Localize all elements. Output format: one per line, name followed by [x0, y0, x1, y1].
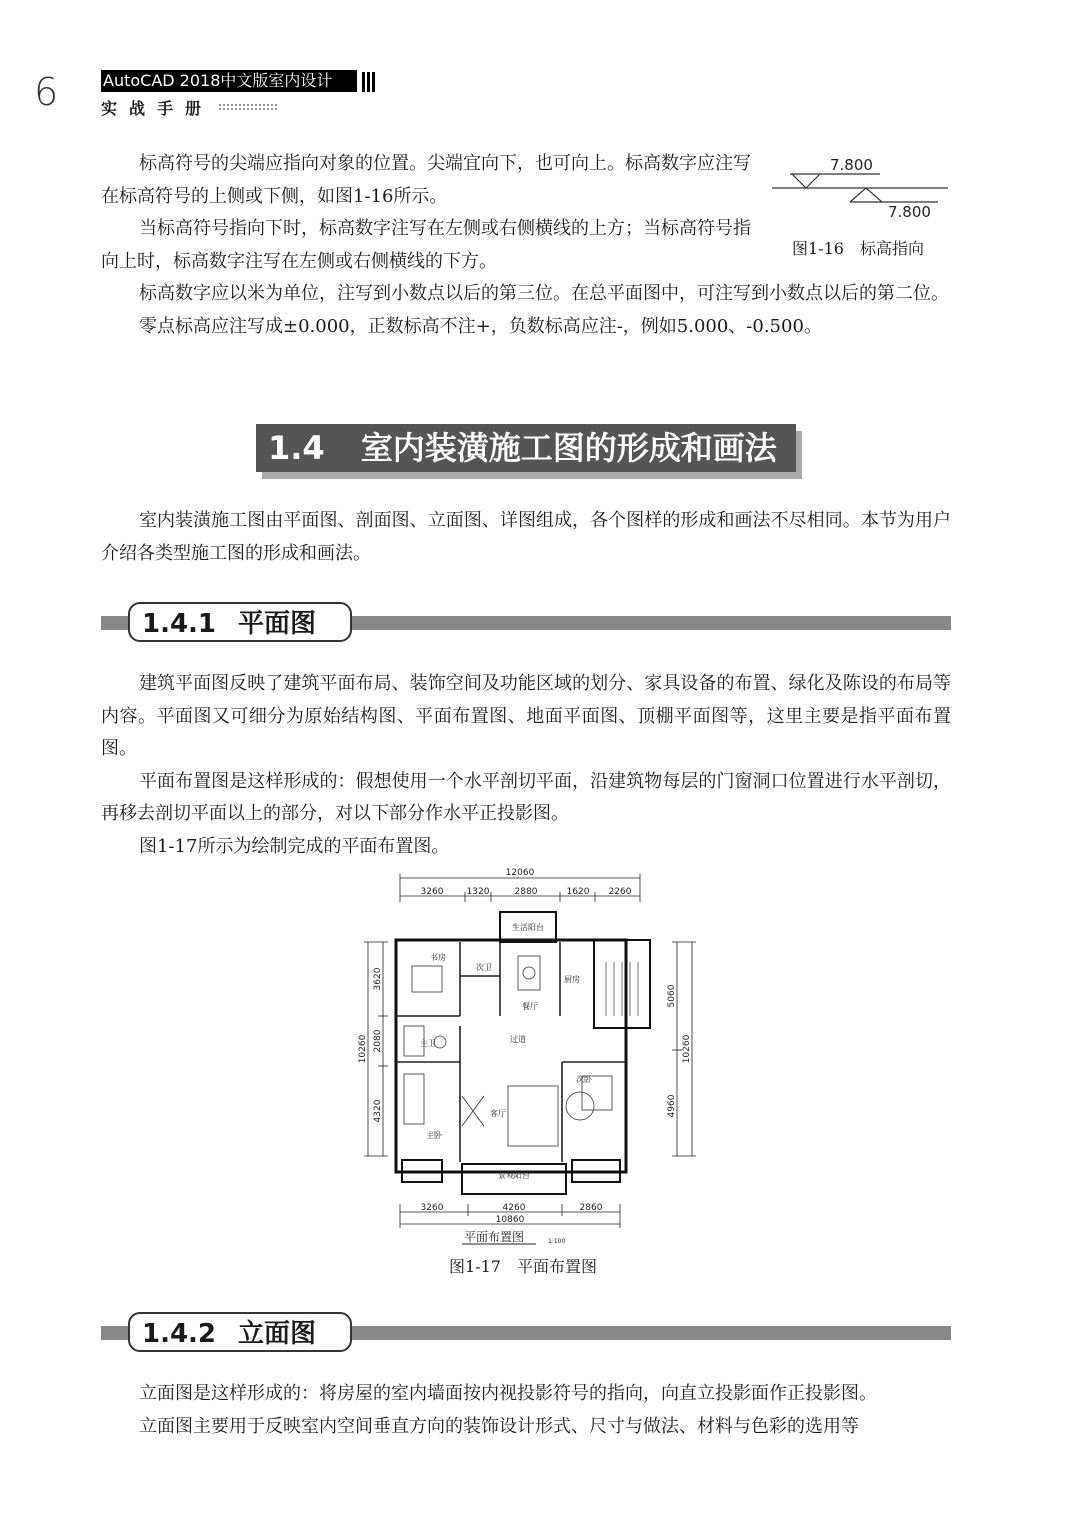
dim-left-2: 2080	[373, 1029, 383, 1053]
drawing-scale: 1:100	[548, 1238, 566, 1245]
intro-block-wide	[101, 278, 951, 343]
room-label-second-bedroom: 次卧	[576, 1075, 592, 1084]
room-label-dining: 餐厅	[522, 1002, 538, 1011]
room-label-kitchen: 厨房	[564, 975, 580, 984]
room-label-study: 书房	[430, 953, 446, 962]
room-label-second-bath: 次卫	[476, 963, 492, 972]
subsection-1-body	[101, 668, 951, 863]
subsection-2-body	[101, 1378, 951, 1443]
dim-right-1: 5060	[667, 984, 677, 1008]
section-heading	[256, 424, 796, 472]
elevation-symbol-diagram	[770, 152, 955, 232]
elevation-value-top: 7.800	[830, 156, 873, 174]
subsection-1-number: 1.4.1	[142, 609, 217, 639]
page-number: 6	[34, 70, 59, 114]
subsection-2-title: 立面图	[238, 1319, 317, 1349]
subsection-1-paragraph-1: 建筑平面图反映了建筑平面布局、装饰空间及功能区域的划分、家具设备的布置、绿化及陈设的布局等内容。平面图又可细分为原始结构图、平面布置图、地面平面图、顶棚平面图等，这里主要是指平面布置图。	[101, 673, 951, 759]
dim-bottom-total: 10860	[495, 1215, 525, 1225]
figure-1-16	[770, 152, 955, 262]
dim-bottom-2: 4260	[502, 1203, 526, 1213]
room-label-living: 客厅	[490, 1109, 506, 1118]
room-label-view-balcony: 景观阳台	[498, 1171, 530, 1180]
subsection-2-paragraph-1: 立面图是这样形成的：将房屋的室内墙面按内视投影符号的指向，向直立投影面作正投影图。	[139, 1383, 877, 1404]
intro-paragraph-3: 标高数字应以米为单位，注写到小数点以后的第三位。在总平面图中，可注写到小数点以后的第二位。	[139, 283, 949, 304]
dim-top-total: 12060	[505, 868, 535, 878]
subsection-1-heading	[128, 602, 352, 642]
figure-1-16-caption: 图1-16 标高指向	[792, 239, 924, 258]
dim-top-3: 2880	[514, 887, 538, 897]
subsection-1-paragraph-2: 平面布置图是这样形成的：假想使用一个水平剖切平面，沿建筑物每层的门窗洞口位置进行水平剖切，再移去剖切平面以上的部分，对以下部分作水平正投影图。	[101, 770, 951, 824]
drawing-title: 平面布置图	[464, 1230, 525, 1244]
subsection-2-heading	[128, 1312, 352, 1352]
section-number: 1.4	[268, 429, 325, 467]
header-dots-decoration	[218, 103, 278, 111]
room-label-service-balcony: 生活阳台	[512, 923, 544, 932]
floor-plan-drawing	[350, 866, 710, 1248]
intro-paragraph-4: 零点标高应注写成±0.000，正数标高不注+，负数标高应注-，例如5.000、-0.500。	[139, 315, 822, 337]
subsection-2-paragraph-2: 立面图主要用于反映室内空间垂直方向的装饰设计形式、尺寸与做法、材料与色彩的选用等	[139, 1415, 859, 1437]
dim-bottom-1: 3260	[420, 1203, 444, 1213]
figure-1-17-caption: 图1-17 平面布置图	[449, 1257, 597, 1276]
book-title: AutoCAD 2018中文版室内设计	[101, 70, 357, 92]
intro-paragraph-1: 标高符号的尖端应指向对象的位置。尖端宜向下，也可向上。标高数字应注写在标高符号的上侧或下侧，如图1-16所示。	[101, 153, 751, 207]
dim-right-2: 4960	[667, 1094, 677, 1118]
dim-left-1: 3620	[373, 967, 383, 991]
dim-top-1: 3260	[420, 887, 444, 897]
subsection-1-title: 平面图	[238, 609, 317, 639]
subsection-2-number: 1.4.2	[142, 1319, 217, 1349]
section-intro-paragraph: 室内装潢施工图由平面图、剖面图、立面图、详图组成，各个图样的形成和画法不尽相同。本节为用户介绍各类型施工图的形成和画法。	[101, 510, 951, 564]
book-subtitle: 实战手册	[101, 99, 214, 118]
section-title: 室内装潢施工图的形成和画法	[360, 429, 777, 467]
header-bars-decoration	[362, 72, 376, 92]
room-label-master-bedroom: 主卧	[426, 1131, 442, 1140]
elevation-value-bottom: 7.800	[888, 203, 931, 221]
room-label-corridor: 过道	[510, 1035, 526, 1044]
dim-right-total: 10260	[682, 1034, 692, 1064]
intro-paragraph-2: 当标高符号指向下时，标高数字注写在左侧或右侧横线的上方；当标高符号指向上时，标高数字注写在左侧或右侧横线的下方。	[101, 218, 751, 272]
dim-bottom-3: 2860	[579, 1203, 603, 1213]
dim-top-5: 2260	[608, 887, 632, 897]
room-label-master-bath: 主卫	[420, 1039, 436, 1048]
subsection-1-paragraph-3: 图1-17所示为绘制完成的平面布置图。	[139, 835, 450, 857]
dim-left-3: 4320	[373, 1099, 383, 1123]
section-intro	[101, 505, 951, 570]
dim-left-total: 10260	[358, 1034, 368, 1064]
dim-top-2: 1320	[466, 887, 490, 897]
dim-top-4: 1620	[566, 887, 590, 897]
intro-block	[101, 148, 751, 278]
